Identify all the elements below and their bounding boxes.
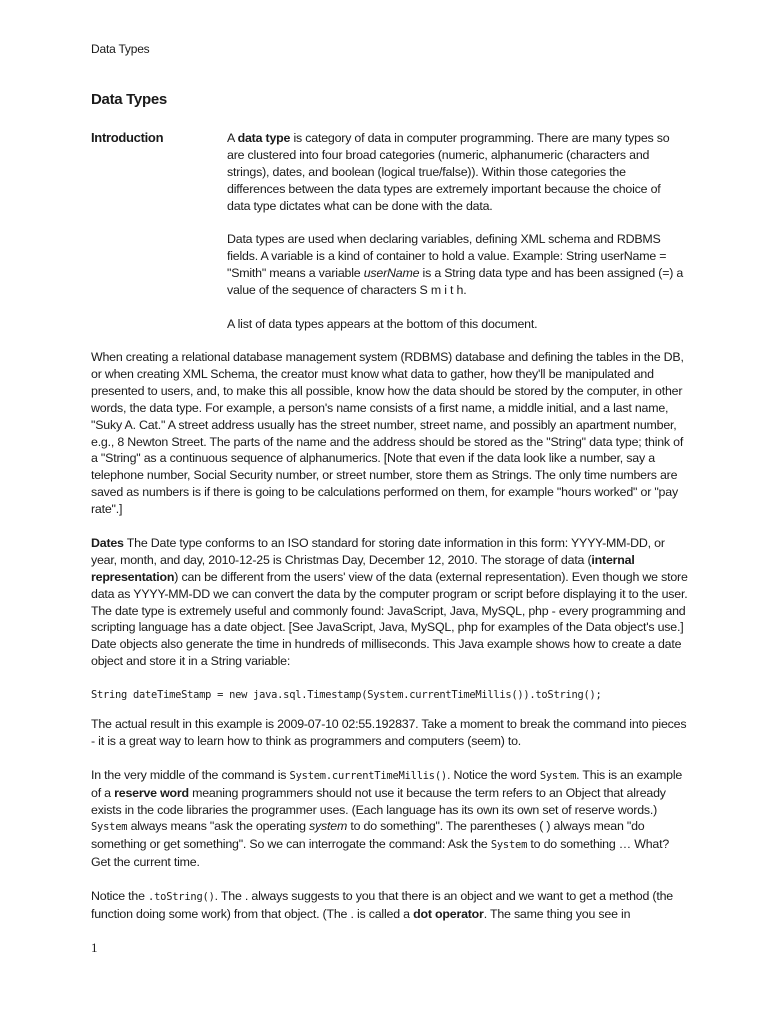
introduction-label: Introduction: [91, 130, 164, 145]
document-title: Data Types: [91, 91, 167, 108]
text-run: . The . always suggests to you that there is an object and we want to get a method (the function doing some work) from that object. (The . is called a: [91, 889, 673, 921]
text-run: to do something". The parentheses ( ) always mean "do something or get something". So we can interrogate the command: Ask the: [91, 819, 645, 852]
inline-code: System.currentTimeMillis(): [289, 769, 447, 782]
intro-paragraph-variables: [227, 231, 687, 299]
term-username: userName: [363, 266, 420, 281]
code-example: String dateTimeStamp = new java.sql.Timestamp(System.currentTimeMillis()).toString();: [91, 689, 602, 702]
page-number: 1: [91, 940, 98, 955]
text-run: In the very middle of the command is: [91, 767, 290, 782]
text-run: . This is an example of a: [91, 767, 683, 800]
inline-code: System: [91, 821, 128, 834]
paragraph-tostring: [91, 888, 689, 923]
text-run: Notice the: [91, 889, 149, 904]
paragraph-result: The actual result in this example is 2009-07-10 02:55.192837. Take a moment to break the command into pieces - it is a great way to learn how to think as programmers and computers (seem) to.: [91, 717, 687, 748]
paragraph-rdbms: When creating a relational database management system (RDBMS) database and defining the tables in the DB, or when creating XML Schema, the creator must know what data to gather, how they'll be manipulated and presented to users, and, to make this all possible, know how the data should be stored by the computer, in other words, the data type. For example, a person's name consists of a first name, a middle initial, and a last name, "Suky A. Cat." A street address usually has the street number, street name, and possibly an apartment number, e.g., 8 Newton Street. The parts of the name and the address should be stored as the "String" data type; think of a "String" as a continuous sequence of alphanumerics. [Note that even if the data look like a number, say a telephone number, Social Security number, or street number, store them as Strings. The only time numbers are saved as numbers is if there is going to be calculations performed on them, for example "hours worked" or "pay rate".]: [91, 350, 684, 517]
inline-code: System: [539, 769, 577, 782]
main-body: [91, 349, 689, 940]
term-internal-representation: internal representation: [91, 552, 635, 584]
term-reserve-word: reserve word: [114, 785, 189, 800]
paragraph-reserve-word: [91, 767, 689, 871]
inline-code: .toString(): [148, 891, 215, 904]
paragraph-dates: [91, 535, 689, 670]
text-run: meaning programmers should not use it because the term refers to an Object that already exists in the code libraries the programmer uses. (Each language has its own its own set of reserve words.): [91, 785, 666, 817]
text-run: . The same thing you see in: [483, 906, 631, 921]
intro-paragraph-data-type: [227, 130, 687, 215]
text-run: is category of data in computer programming. There are many types so are clustered into four broad categories (numeric, alphanumeric (characters and strings), dates, and boolean (logical true/false)). Within those categories the differences between the data types are extremely important because the choice of data type dictates what can be done with the data.: [227, 131, 670, 213]
text-run: The Date type conforms to an ISO standard for storing date information in this form: YYYY-MM-DD, or year, month, and day, 2010-12-25 is Christmas Day, December 12, 2010. The storage of data (: [91, 535, 665, 567]
running-header: Data Types: [91, 42, 150, 56]
text-run: . Notice the word: [446, 767, 540, 782]
term-system: system: [309, 819, 348, 834]
term-dot-operator: dot operator: [413, 906, 484, 921]
text-run: ) can be different from the users' view of the data (external representation). Even though we store data as YYYY-MM-DD we can convert the data by the computer program or script before displaying it to the user. The date type is extremely useful and commonly found: JavaScript, Java, MySQL, php - every programming and scripting language has a date object. [See JavaScript, Java, MySQL, php for examples of the Data object's use.] Date objects also generate the time in hundreds of milliseconds. This Java example shows how to create a date object and store it in a String variable:: [91, 569, 688, 669]
text-run: is a String data type and has been assigned (=) a value of the sequence of characters S m i t h.: [227, 266, 684, 298]
text-run: to do something … What? Get the current time.: [91, 837, 670, 870]
introduction-body: [227, 130, 687, 350]
intro-paragraph-list-note: A list of data types appears at the bottom of this document.: [227, 316, 538, 331]
text-run: always means "ask the operating: [127, 819, 310, 834]
inline-code: System: [490, 839, 528, 852]
text-run: A: [227, 131, 238, 145]
term-data-type: data type: [237, 131, 291, 145]
dates-label: Dates: [91, 535, 124, 550]
text-run: Data types are used when declaring variables, defining XML schema and RDBMS fields. A variable is a kind of container to hold a value. Example: String userName = "Smith" means a variable: [227, 232, 667, 281]
